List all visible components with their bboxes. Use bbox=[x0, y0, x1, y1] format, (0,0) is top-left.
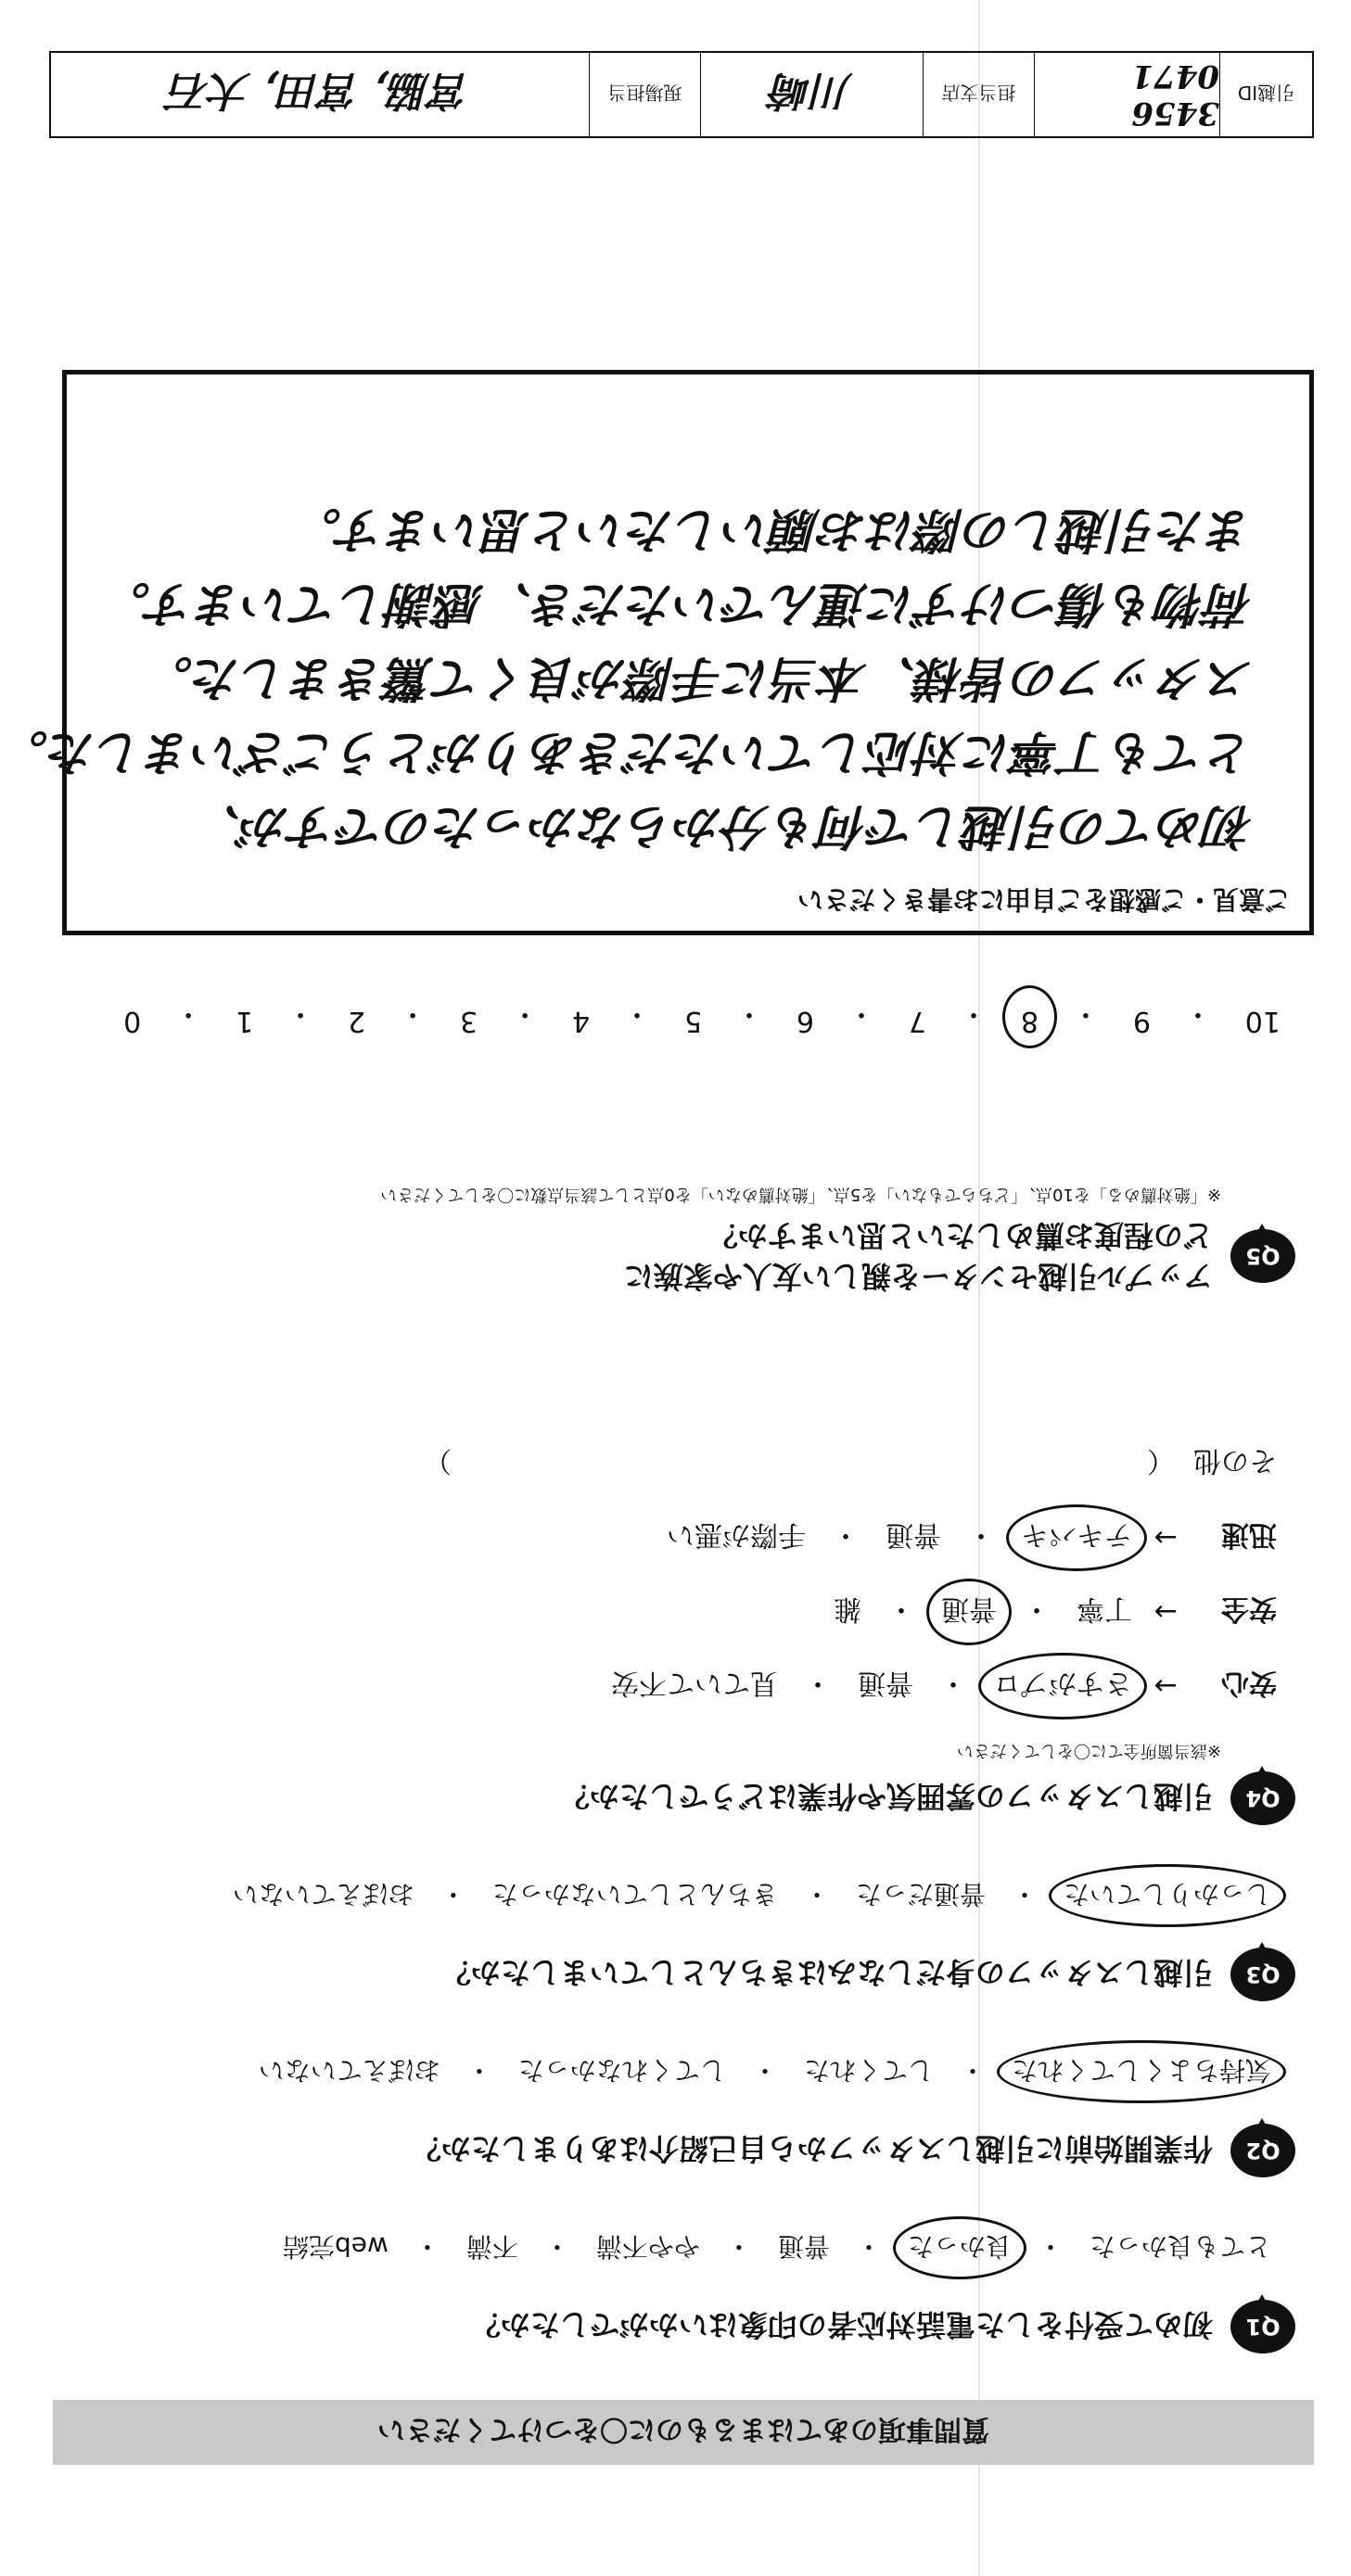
comment-box bbox=[0, 370, 1314, 935]
q2-options bbox=[71, 2053, 1277, 2090]
q5-score-option[interactable]: 0 bbox=[123, 1005, 142, 1037]
q5-score-option[interactable]: 7 bbox=[908, 1005, 926, 1037]
q5-score-option[interactable]: 8 bbox=[1015, 996, 1044, 1037]
option-separator: ・ bbox=[967, 1518, 995, 1551]
q5-score-option[interactable]: 5 bbox=[683, 1005, 703, 1037]
option-separator: ・ bbox=[855, 2231, 882, 2262]
q1-option[interactable]: 良かった bbox=[902, 2229, 1017, 2266]
option-separator: ・ bbox=[959, 2055, 986, 2086]
q1-text: 初めて受付をした電話対応者の印象はいかがでしたか？ bbox=[470, 2307, 1213, 2342]
branch-label: 担当支店 bbox=[923, 53, 1034, 136]
q5-score-option[interactable]: 2 bbox=[348, 1005, 366, 1037]
question-5 bbox=[71, 1184, 1295, 1297]
branch-value: 川崎 bbox=[700, 53, 923, 136]
question-2 bbox=[71, 2053, 1295, 2177]
q4-note: ※該当箇所全てに〇をしてください bbox=[956, 1741, 1221, 1760]
q2-option[interactable]: おぼえていない bbox=[258, 2055, 440, 2086]
q4-row-option[interactable]: テキパキ bbox=[1015, 1517, 1138, 1558]
scale-separator: ・ bbox=[1071, 997, 1100, 1030]
q5-score-option[interactable]: 4 bbox=[572, 1005, 591, 1037]
q4-row-label: 安心 bbox=[1221, 1667, 1277, 1699]
question-4 bbox=[71, 1443, 1295, 1825]
q4-row bbox=[71, 1592, 1277, 1632]
comment-label: ご意見・ご感想をご自由にお書きください bbox=[797, 884, 1291, 915]
q4-other-label: その他 bbox=[1193, 1444, 1277, 1477]
comment-line-1: 初めての引越しで何も分からなかったのですが、 bbox=[192, 798, 1254, 855]
option-separator: ・ bbox=[1023, 1593, 1051, 1625]
q2-option[interactable]: 気持ちよくしてくれた bbox=[1006, 2053, 1277, 2090]
q4-row-option[interactable]: 見ていて不安 bbox=[611, 1667, 778, 1699]
q4-text: 引越しスタッフの雰囲気や作業はどうでしたか？ bbox=[559, 1779, 1213, 1814]
q3-badge: Q3 bbox=[1230, 1948, 1295, 2001]
q4-other bbox=[71, 1443, 1277, 1484]
staff-label: 現場担当 bbox=[589, 53, 700, 136]
q5-badge: Q5 bbox=[1230, 1229, 1295, 1283]
option-separator: ・ bbox=[804, 1667, 832, 1699]
q4-badge: Q4 bbox=[1230, 1771, 1295, 1825]
scale-separator: ・ bbox=[174, 997, 203, 1030]
q4-row-option[interactable]: 普通 bbox=[936, 1592, 1002, 1632]
q1-badge: Q1 bbox=[1230, 2300, 1295, 2354]
scale-separator: ・ bbox=[735, 997, 763, 1030]
q4-row-option[interactable]: 雑 bbox=[834, 1593, 861, 1625]
scale-separator: ・ bbox=[847, 997, 875, 1030]
scale-separator: ・ bbox=[959, 997, 988, 1030]
option-separator: ・ bbox=[1037, 2231, 1064, 2262]
q5-note: ※「絶対薦める」を10点、「どちらでもない」を5点、「絶対薦めない」を0点として該当点数に〇をしてください bbox=[380, 1185, 1221, 1204]
q5-score-option[interactable]: 1 bbox=[236, 1005, 254, 1037]
q3-option[interactable]: きちんとしていなかった bbox=[491, 1879, 778, 1910]
q2-option[interactable]: してくれなかった bbox=[517, 2055, 726, 2086]
staff-value: 宮脇, 宮田, 大石 bbox=[169, 67, 471, 114]
q1-option[interactable]: やや不満 bbox=[595, 2231, 700, 2262]
q3-option[interactable]: しっかりしていた bbox=[1058, 1877, 1277, 1914]
arrow-icon: → bbox=[1153, 1521, 1178, 1554]
q4-row-option[interactable]: さすがプロ bbox=[988, 1666, 1138, 1707]
q4-row-option[interactable]: 丁寧 bbox=[1077, 1593, 1132, 1625]
option-separator: ・ bbox=[1011, 1879, 1038, 1910]
q1-option[interactable]: とても良かった bbox=[1089, 2231, 1271, 2262]
q4-other-parens: （ ） bbox=[424, 1444, 1175, 1477]
comment-line-4: 荷物も傷つけずに運んでいただき、感謝しています。 bbox=[102, 576, 1254, 632]
scale-separator: ・ bbox=[1183, 997, 1212, 1030]
q1-options bbox=[71, 2229, 1277, 2266]
option-separator: ・ bbox=[440, 1879, 466, 1910]
id-table bbox=[49, 51, 1314, 138]
q5-score-option[interactable]: 9 bbox=[1132, 1005, 1151, 1037]
q5-score-scale bbox=[118, 996, 1286, 1037]
question-3 bbox=[71, 1877, 1295, 2001]
comment-line-3: スタッフの皆様、本当に手際が良くて驚きました。 bbox=[144, 650, 1254, 706]
option-separator: ・ bbox=[725, 2231, 752, 2262]
scale-separator: ・ bbox=[623, 997, 652, 1030]
question-1 bbox=[71, 2229, 1295, 2354]
q5-text-line2: どの程度お薦めしたいと思いますか？ bbox=[707, 1218, 1213, 1253]
q3-option[interactable]: おぼえていない bbox=[232, 1879, 414, 1910]
scale-separator: ・ bbox=[399, 997, 427, 1030]
option-separator: ・ bbox=[414, 2231, 440, 2262]
q5-score-option[interactable]: 3 bbox=[460, 1005, 478, 1037]
q4-row-label: 安全 bbox=[1221, 1593, 1277, 1625]
comment-line-5: また引越しの際はお願いしたいと思います。 bbox=[293, 501, 1254, 558]
option-separator: ・ bbox=[939, 1667, 967, 1699]
option-separator: ・ bbox=[751, 2055, 778, 2086]
q5-score-option[interactable]: 10 bbox=[1244, 1005, 1281, 1037]
q4-row-label: 迅速 bbox=[1221, 1518, 1277, 1551]
q5-score-option[interactable]: 6 bbox=[796, 1005, 815, 1037]
id-value: 3456 0471 bbox=[1034, 53, 1219, 136]
option-separator: ・ bbox=[832, 1518, 860, 1551]
arrow-icon: → bbox=[1153, 1669, 1178, 1703]
arrow-icon: → bbox=[1153, 1595, 1178, 1629]
q1-option[interactable]: 不満 bbox=[465, 2231, 518, 2262]
q3-text: 引越しスタッフの身だしなみはきちんとしていましたか？ bbox=[440, 1955, 1213, 1990]
q1-option[interactable]: web完結 bbox=[282, 2231, 389, 2262]
q2-option[interactable]: してくれた bbox=[803, 2055, 934, 2086]
q2-badge: Q2 bbox=[1230, 2124, 1295, 2177]
option-separator: ・ bbox=[465, 2055, 492, 2086]
q2-text: 作業開始前に引越しスタッフから自己紹介はありましたか？ bbox=[411, 2131, 1213, 2166]
option-separator: ・ bbox=[543, 2231, 570, 2262]
q4-row bbox=[71, 1517, 1277, 1558]
q5-text-line1: アップル引越センターを親しい友人や家族に bbox=[623, 1259, 1213, 1294]
q4-row-option[interactable]: 普通 bbox=[886, 1518, 941, 1551]
option-separator: ・ bbox=[803, 1879, 830, 1910]
q3-option[interactable]: 普通だった bbox=[855, 1879, 986, 1910]
q3-options bbox=[71, 1877, 1277, 1914]
id-label: 引越ID bbox=[1219, 53, 1312, 136]
q4-row bbox=[71, 1666, 1277, 1707]
q5-text bbox=[624, 1215, 1213, 1297]
comment-line-2: とても丁寧に対応していただきありがとうございました。 bbox=[0, 724, 1254, 780]
scale-separator: ・ bbox=[287, 997, 315, 1030]
q1-option[interactable]: 普通 bbox=[777, 2231, 830, 2262]
instructions-header: 質問事項のあてはまるものに〇をつけてください bbox=[53, 2400, 1314, 2465]
q4-rows bbox=[71, 1517, 1295, 1707]
scale-separator: ・ bbox=[511, 997, 540, 1030]
q4-row-option[interactable]: 手際が悪い bbox=[667, 1518, 806, 1551]
option-separator: ・ bbox=[887, 1593, 915, 1625]
q4-row-option[interactable]: 普通 bbox=[858, 1667, 913, 1699]
